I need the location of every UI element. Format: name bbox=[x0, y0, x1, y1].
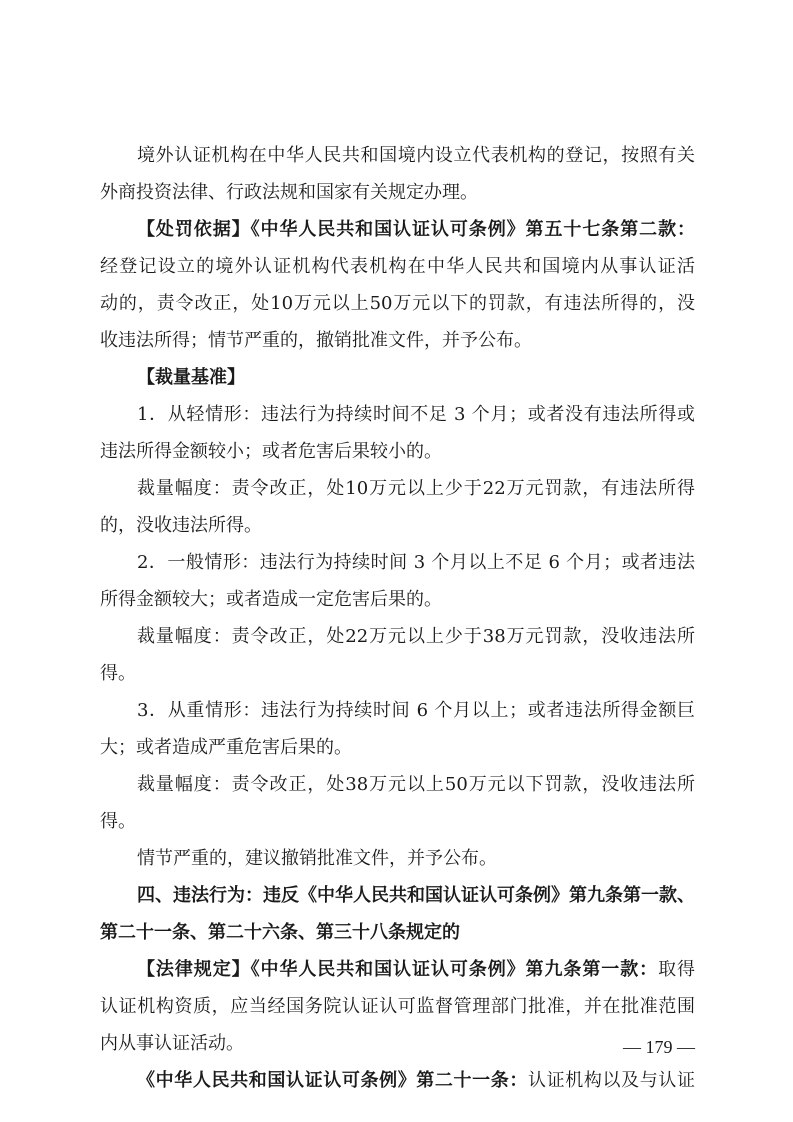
paragraph-line: 的，没收违法所得。 bbox=[100, 515, 262, 536]
paragraph-line: 动的，责令改正，处10万元以上50万元以下的罚款，有违法所得的，没 bbox=[100, 293, 695, 314]
paragraph-text: 认证机构以及与认证 bbox=[528, 1070, 696, 1091]
discretion-standard-heading: 【裁量基准】 bbox=[137, 367, 245, 388]
paragraph-line: 收违法所得；情节严重的，撤销批准文件，并予公布。 bbox=[100, 330, 532, 351]
paragraph-line: 大；或者造成严重危害后果的。 bbox=[100, 737, 352, 758]
penalty-basis-heading: 【处罚依据】《中华人民共和国认证认可条例》第五十七条第二款： bbox=[137, 219, 695, 240]
article-heading: 《中华人民共和国认证认可条例》第二十一条： bbox=[137, 1070, 529, 1091]
paragraph-line: 裁量幅度：责令改正，处10万元以上少于22万元罚款，有违法所得 bbox=[137, 478, 695, 499]
article-line bbox=[100, 1062, 695, 1099]
legal-provision-heading: 【法律规定】《中华人民共和国认证认可条例》第九条第一款： bbox=[137, 959, 659, 980]
paragraph-line: 1．从轻情形：违法行为持续时间不足 3 个月；或者没有违法所得或 bbox=[137, 404, 695, 425]
paragraph-line: 认证机构资质，应当经国务院认证认可监督管理部门批准，并在批准范围 bbox=[100, 996, 695, 1017]
paragraph-line: 3．从重情形：违法行为持续时间 6 个月以上；或者违法所得金额巨 bbox=[137, 700, 695, 721]
paragraph-line: 情节严重的，建议撤销批准文件，并予公布。 bbox=[137, 848, 497, 869]
paragraph-line: 外商投资法律、行政法规和国家有关规定办理。 bbox=[100, 182, 478, 203]
page-number: — 179 — bbox=[623, 1037, 695, 1057]
paragraph-line: 经登记设立的境外认证机构代表机构在中华人民共和国境内从事认证活 bbox=[100, 256, 695, 277]
legal-provision-line bbox=[100, 951, 695, 988]
section-heading: 四、违法行为：违反《中华人民共和国认证认可条例》第九条第一款、 bbox=[137, 885, 695, 906]
section-heading: 第二十一条、第二十六条、第三十八条规定的 bbox=[100, 922, 460, 943]
paragraph-line: 得。 bbox=[100, 811, 136, 832]
paragraph-line: 境外认证机构在中华人民共和国境内设立代表机构的登记，按照有关 bbox=[137, 145, 695, 166]
paragraph-line: 违法所得金额较小；或者危害后果较小的。 bbox=[100, 441, 442, 462]
paragraph-line: 裁量幅度：责令改正，处38万元以上50万元以下罚款，没收违法所 bbox=[137, 774, 695, 795]
paragraph-text: 取得 bbox=[658, 959, 696, 980]
paragraph-line: 得。 bbox=[100, 663, 136, 684]
paragraph-line: 内从事认证活动。 bbox=[100, 1033, 244, 1054]
paragraph-line: 裁量幅度：责令改正，处22万元以上少于38万元罚款，没收违法所 bbox=[137, 626, 695, 647]
paragraph-line: 2．一般情形：违法行为持续时间 3 个月以上不足 6 个月；或者违法 bbox=[137, 552, 695, 573]
paragraph-line: 所得金额较大；或者造成一定危害后果的。 bbox=[100, 589, 442, 610]
document-page bbox=[100, 137, 695, 1099]
